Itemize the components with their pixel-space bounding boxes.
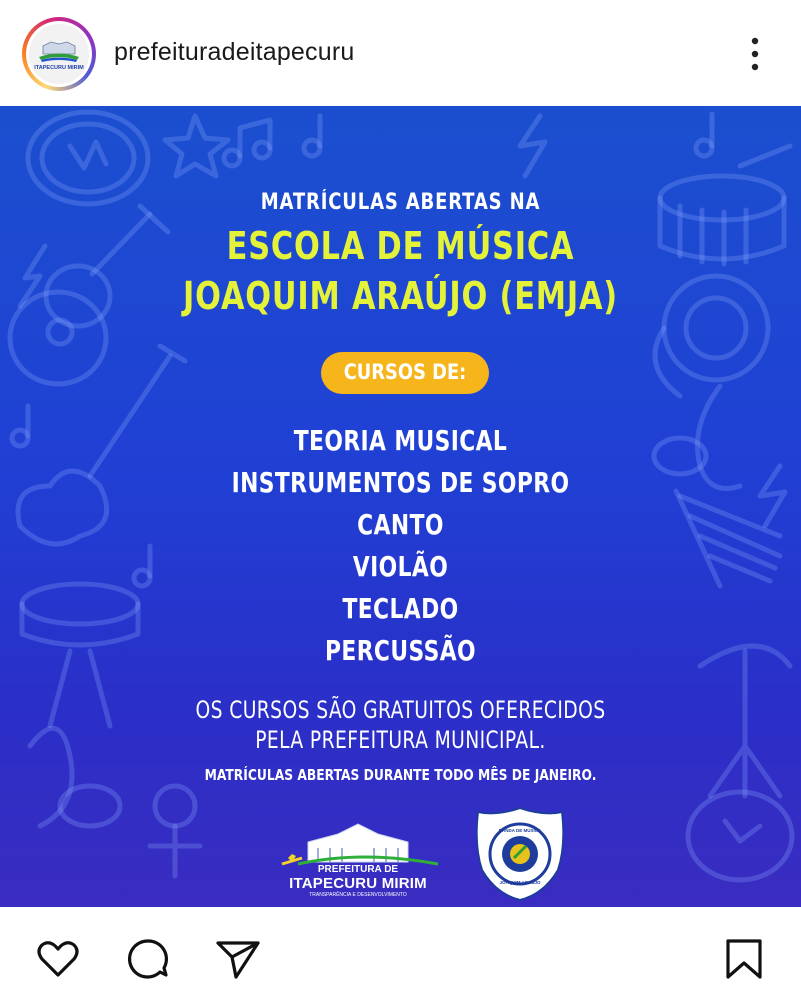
prefeitura-logo-title: PREFEITURA DE (317, 864, 399, 875)
heart-icon[interactable] (34, 935, 82, 983)
course-item: PERCUSSÃO (325, 634, 476, 667)
courses-label: CURSOS DE: (343, 360, 467, 384)
avatar[interactable] (22, 17, 96, 91)
course-item: VIOLÃO (352, 550, 449, 583)
course-item: INSTRUMENTOS DE SOPRO (231, 466, 570, 499)
info-line-1: OS CURSOS SÃO GRATUITOS OFERECIDOS (195, 696, 606, 724)
headline-title-line1: ESCOLA DE MÚSICA (226, 224, 575, 268)
post-image[interactable] (0, 106, 801, 907)
post-actions (0, 907, 801, 1000)
prefeitura-logo-name: ITAPECURU MIRIM (289, 875, 427, 892)
profile-logo (29, 24, 89, 84)
username[interactable]: prefeituradeitapecuru (114, 38, 355, 66)
headline-title-line2: JOAQUIM ARAÚJO (EMJA) (183, 274, 618, 318)
enrollment-note: MATRÍCULAS ABERTAS DURANTE TODO MÊS DE JANEIRO. (204, 766, 597, 784)
course-item: CANTO (357, 508, 444, 541)
course-item: TEORIA MUSICAL (293, 424, 508, 457)
prefeitura-logo (278, 818, 448, 898)
town-hall-icon (278, 818, 448, 868)
svg-text:ITAPECURU MIRIM: ITAPECURU MIRIM (34, 65, 84, 71)
bookmark-icon[interactable] (720, 935, 768, 983)
svg-text:BANDA DE MÚSICA: BANDA DE MÚSICA (498, 828, 542, 833)
more-vertical-icon[interactable] (742, 34, 768, 74)
send-icon[interactable] (214, 935, 262, 983)
music-school-seal-icon (474, 806, 566, 902)
prefeitura-logo-subtitle: TRANSPARÊNCIA E DESENVOLVIMENTO (309, 892, 407, 898)
course-item: TECLADO (342, 592, 459, 625)
courses-label-badge (321, 352, 489, 394)
headline-intro: MATRÍCULAS ABERTAS NA (260, 190, 541, 215)
comment-icon[interactable] (124, 935, 172, 983)
svg-text:JOAQUIM ARAÚJO: JOAQUIM ARAÚJO (499, 880, 541, 885)
info-line-2: PELA PREFEITURA MUNICIPAL. (255, 726, 546, 754)
post-header (0, 0, 801, 106)
